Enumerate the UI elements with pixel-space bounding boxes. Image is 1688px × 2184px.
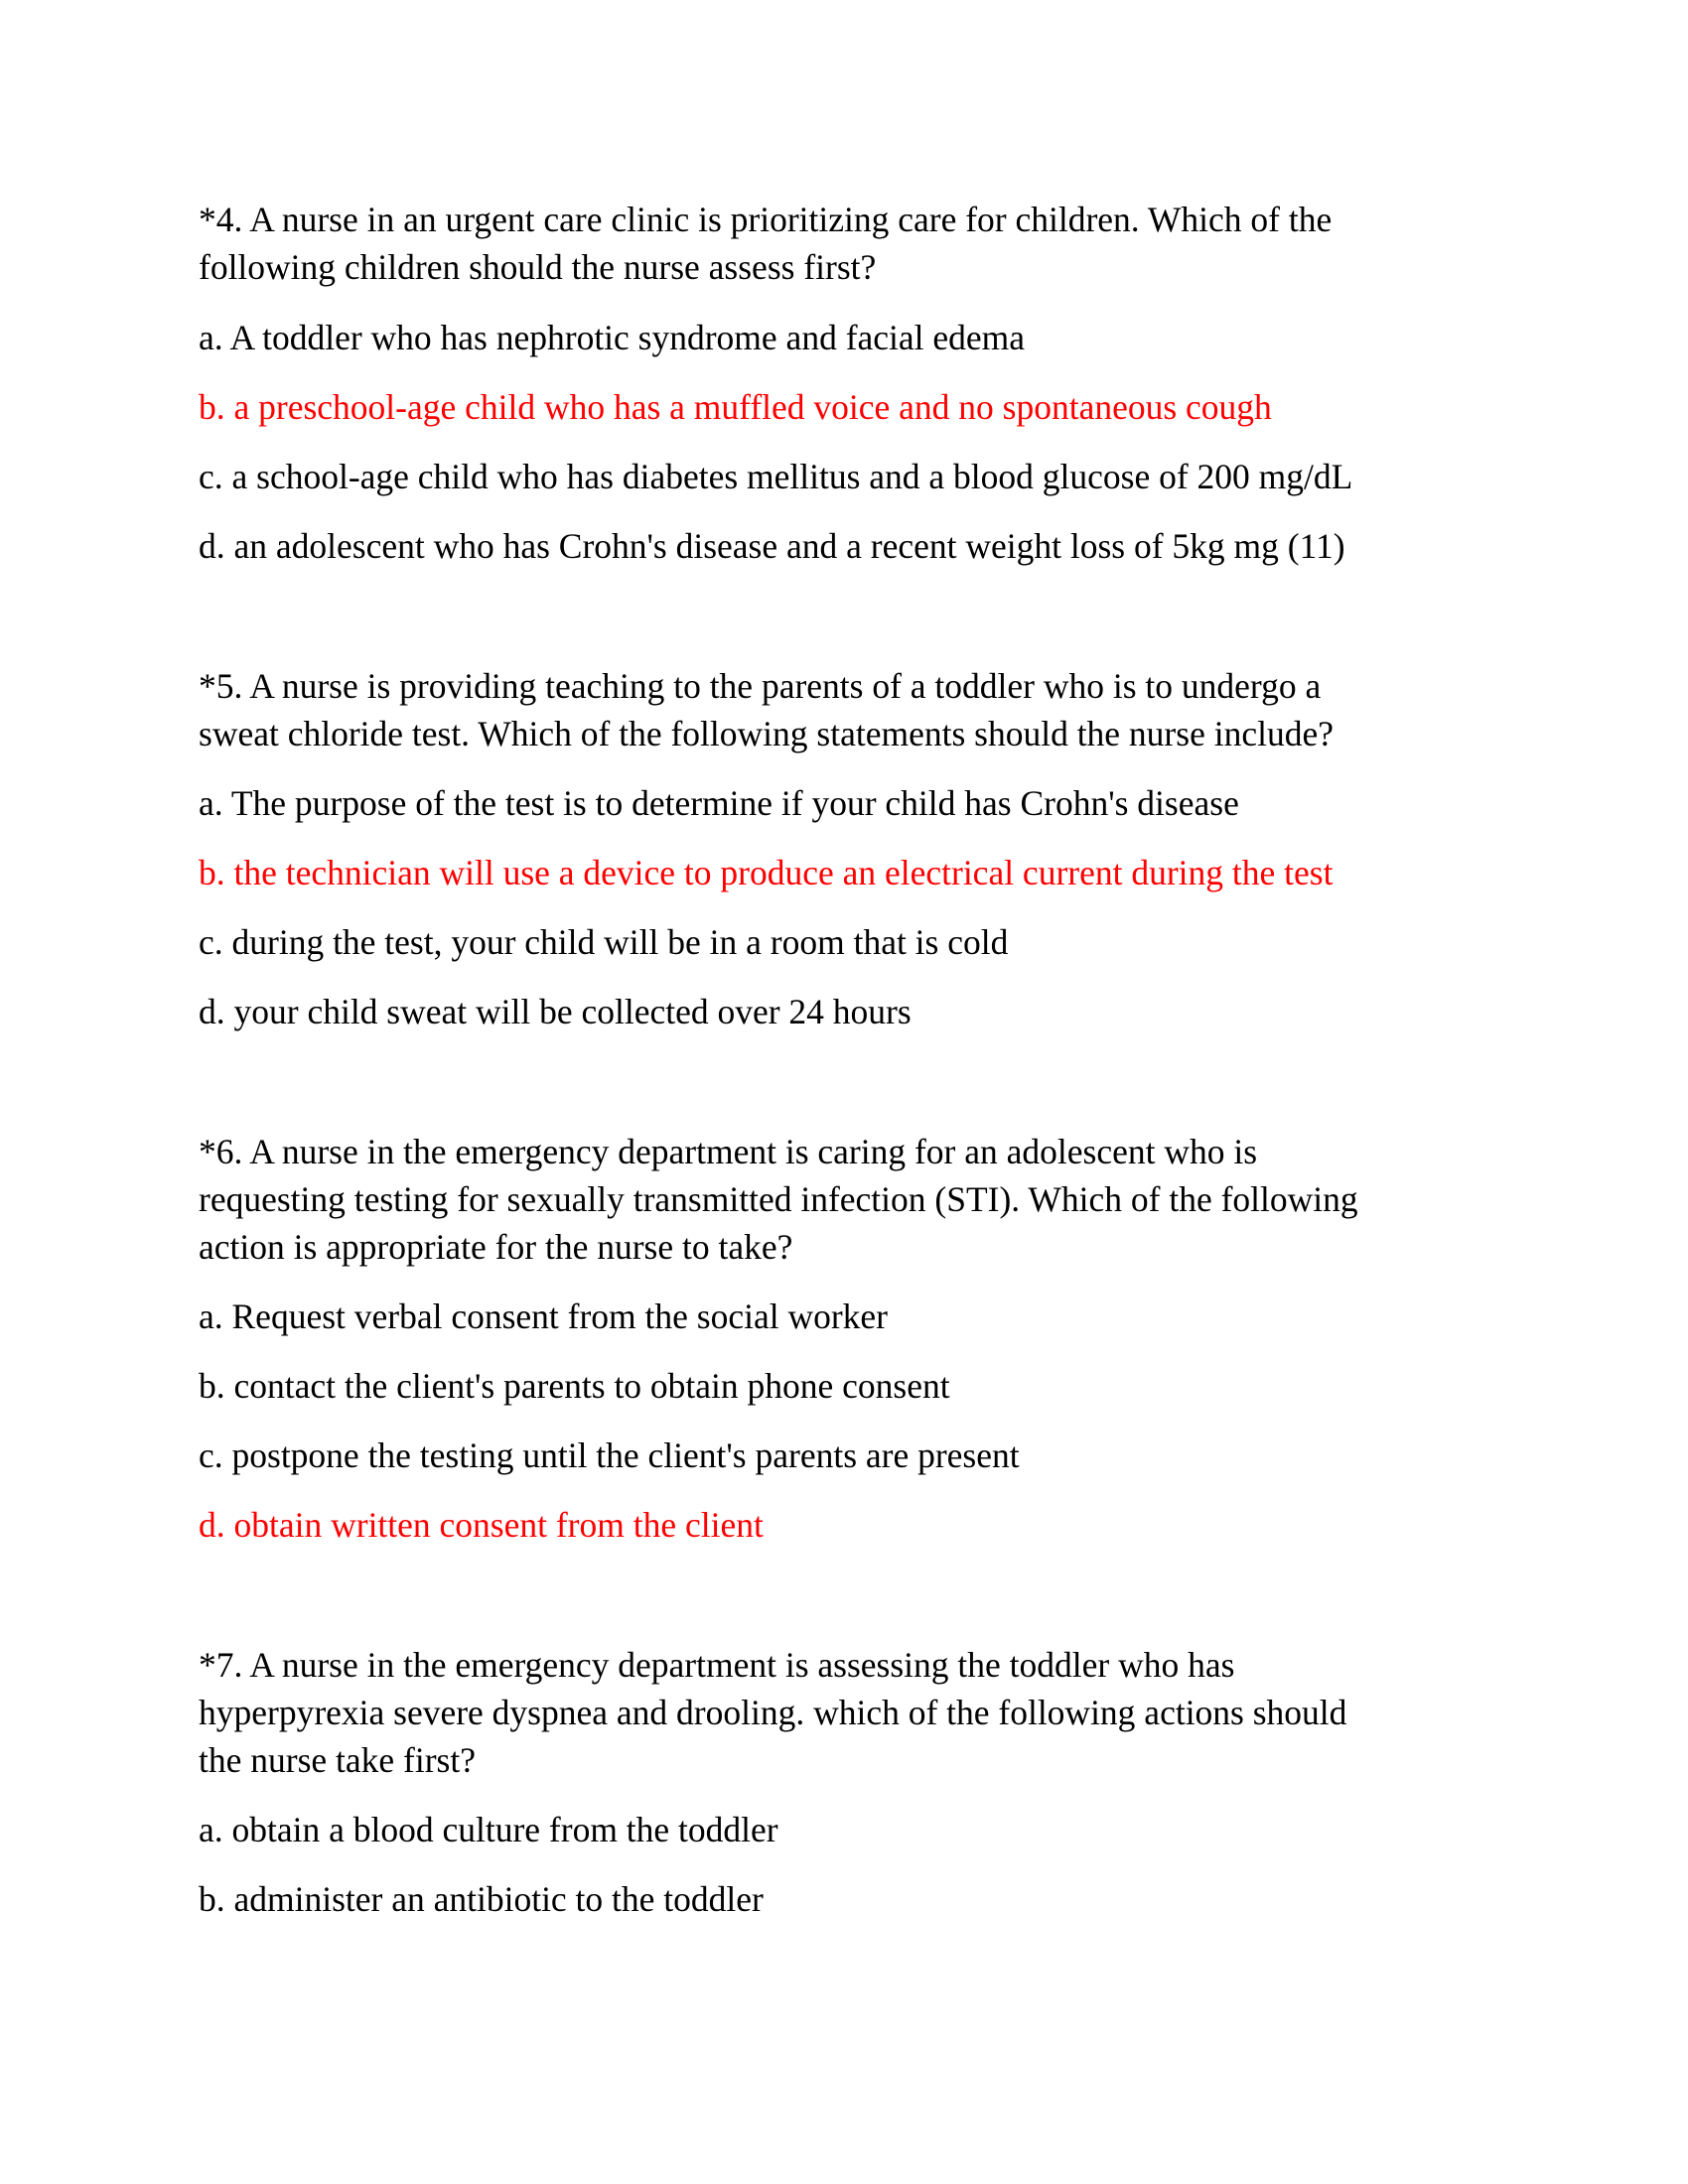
question-7-stem-line-3: the nurse take first? [199, 1740, 476, 1780]
question-6-stem-line-2: requesting testing for sexually transmitted infection (STI). Which of the following [199, 1179, 1358, 1219]
question-6-option-c: c. postpone the testing until the client's parents are present [199, 1435, 1020, 1475]
question-5-option-d: d. your child sweat will be collected over 24 hours [199, 992, 912, 1031]
question-6-option-b: b. contact the client's parents to obtain phone consent [199, 1366, 950, 1406]
question-4-option-a: a. A toddler who has nephrotic syndrome and facial edema [199, 318, 1026, 357]
question-6-stem-line-3: action is appropriate for the nurse to take? [199, 1227, 793, 1267]
question-6-option-a: a. Request verbal consent from the social worker [199, 1297, 888, 1336]
question-7-stem-line-2: hyperpyrexia severe dyspnea and drooling. which of the following actions should [199, 1693, 1347, 1732]
question-5-stem-line-2: sweat chloride test. Which of the following statements should the nurse include? [199, 714, 1334, 753]
question-7-option-b: b. administer an antibiotic to the toddler [199, 1879, 764, 1919]
question-5-option-a: a. The purpose of the test is to determine if your child has Crohn's disease [199, 783, 1239, 823]
question-5-stem-line-1: *5. A nurse is providing teaching to the parents of a toddler who is to undergo a [199, 666, 1322, 706]
question-7-option-a: a. obtain a blood culture from the toddler [199, 1810, 778, 1849]
question-4-option-c: c. a school-age child who has diabetes mellitus and a blood glucose of 200 mg/dL [199, 457, 1353, 496]
question-4-stem-line-2: following children should the nurse assess first? [199, 247, 877, 287]
question-6-stem-line-1: *6. A nurse in the emergency department is caring for an adolescent who is [199, 1132, 1258, 1171]
question-6-option-d-answer: d. obtain written consent from the client [199, 1505, 764, 1545]
question-4-option-d: d. an adolescent who has Crohn's disease and a recent weight loss of 5kg mg (11) [199, 526, 1345, 566]
question-4-stem-line-1: *4. A nurse in an urgent care clinic is prioritizing care for children. Which of the [199, 200, 1333, 239]
question-5-option-b-answer: b. the technician will use a device to produce an electrical current during the test [199, 853, 1334, 892]
question-4-option-b-answer: b. a preschool-age child who has a muffled voice and no spontaneous cough [199, 387, 1272, 427]
question-5-option-c: c. during the test, your child will be in a room that is cold [199, 922, 1009, 962]
question-7-stem-line-1: *7. A nurse in the emergency department is assessing the toddler who has [199, 1645, 1235, 1685]
